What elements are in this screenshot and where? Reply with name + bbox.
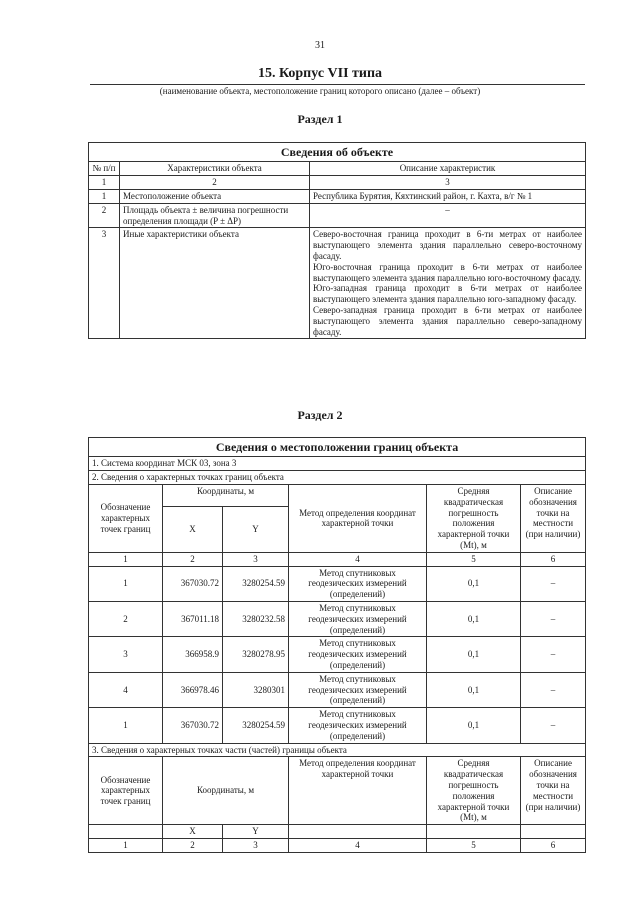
point-description: – [521,637,586,672]
row-num: 1 [89,189,120,203]
part-header-error: Средняя квадратическая погрешность положения характерной точки (Mt), м [427,757,521,825]
boundary-location-table [88,437,586,853]
point-method: Метод спутниковых геодезических измерений (определений) [289,601,427,636]
index-cell: 3 [223,552,289,566]
part-empty-cell [89,825,163,839]
point-id: 4 [89,672,163,707]
index-cell: 4 [289,552,427,566]
table-row [89,566,586,601]
part-empty-cell [427,825,521,839]
row-characteristic: Иные характеристики объекта [120,228,310,339]
point-error: 0,1 [427,672,521,707]
point-y: 3280278.95 [223,637,289,672]
point-y: 3280232.58 [223,601,289,636]
row-num: 3 [89,228,120,339]
point-description: – [521,672,586,707]
boundary-northwest: Северо-западная граница проходит в 6-ти метрах от наиболее выступающего элемента здания параллельно северо-западному фасаду. [313,304,582,337]
header-y: Y [223,506,289,552]
part-header-method: Метод определения координат характерной точки [289,757,427,825]
index-cell: 6 [521,552,586,566]
point-method: Метод спутниковых геодезических измерений (определений) [289,708,427,743]
point-x: 367030.72 [163,566,223,601]
table-row [89,708,586,743]
header-characteristic: Характеристики объекта [120,162,310,176]
part-empty-cell [521,825,586,839]
point-x: 367030.72 [163,708,223,743]
part-empty-cell [289,825,427,839]
index-cell: 6 [521,838,586,852]
header-point-description: Описание обозначения точки на местности (при наличии) [521,484,586,552]
index-cell: 2 [163,838,223,852]
section-2-heading: Раздел 2 [297,408,343,422]
header-num: № п/п [89,162,120,176]
header-x: X [163,506,223,552]
point-error: 0,1 [427,637,521,672]
part-section-title: 3. Сведения о характерных точках части (частей) границы объекта [89,743,586,757]
part-header-coordinates: Координаты, м [163,757,289,825]
row-description: Республика Бурятия, Кяхтинский район, г. Кахта, в/г № 1 [310,189,586,203]
table-row [89,637,586,672]
row-characteristic: Местоположение объекта [120,189,310,203]
index-cell: 3 [223,838,289,852]
point-id: 2 [89,601,163,636]
boundary-northeast: Северо-восточная граница проходит в 6-ти метрах от наиболее выступающего элемента здания параллельно северо-восточному фасаду. [313,229,582,261]
point-error: 0,1 [427,708,521,743]
row-num: 2 [89,203,120,228]
point-x: 367011.18 [163,601,223,636]
table-row [89,228,586,339]
point-description: – [521,601,586,636]
header-method: Метод определения координат характерной точки [289,484,427,552]
boundary-southwest: Юго-западная граница проходит в 6-ти метрах от наиболее выступающего элемента здания параллельно юго-западному фасаду. [313,283,582,305]
point-id: 1 [89,708,163,743]
table-row [89,203,586,228]
part-header-x: X [163,825,223,839]
header-coordinates: Координаты, м [163,484,289,506]
point-y: 3280301 [223,672,289,707]
point-y: 3280254.59 [223,708,289,743]
index-cell: 4 [289,838,427,852]
boundary-table-title: Сведения о местоположении границ объекта [89,438,586,457]
row-description: – [310,203,586,228]
object-info-table-title: Сведения об объекте [89,143,586,162]
header-error: Средняя квадратическая погрешность положения характерной точки (Mt), м [427,484,521,552]
table-row [89,672,586,707]
title-underline [90,84,585,85]
point-error: 0,1 [427,601,521,636]
index-cell: 1 [89,838,163,852]
index-cell: 2 [163,552,223,566]
part-header-y: Y [223,825,289,839]
point-method: Метод спутниковых геодезических измерений (определений) [289,672,427,707]
index-cell: 5 [427,838,521,852]
point-method: Метод спутниковых геодезических измерений (определений) [289,637,427,672]
document-title: 15. Корпус VII типа [257,66,383,81]
title-caption: (наименование объекта, местоположение границ которого описано (далее – объект) [159,86,481,96]
row-characteristic: Площадь объекта ± величина погрешности определения площади (P ± ΔP) [120,203,310,228]
point-description: – [521,566,586,601]
row-description [310,228,586,339]
part-header-designation: Обозначение характерных точек границ [89,757,163,825]
point-description: – [521,708,586,743]
header-designation: Обозначение характерных точек границ [89,484,163,552]
part-header-point-description: Описание обозначения точки на местности (при наличии) [521,757,586,825]
table-row [89,601,586,636]
point-error: 0,1 [427,566,521,601]
page-number: 31 [315,40,325,51]
point-y: 3280254.59 [223,566,289,601]
points-section-title: 2. Сведения о характерных точках границ объекта [89,471,586,485]
point-x: 366958.9 [163,637,223,672]
coordinate-system: 1. Система координат МСК 03, зона 3 [89,457,586,471]
index-cell: 3 [310,176,586,190]
index-cell: 1 [89,176,120,190]
point-method: Метод спутниковых геодезических измерений (определений) [289,566,427,601]
index-cell: 1 [89,552,163,566]
header-description: Описание характеристик [310,162,586,176]
point-id: 3 [89,637,163,672]
table-row [89,189,586,203]
point-id: 1 [89,566,163,601]
index-cell: 2 [120,176,310,190]
object-info-table [88,142,586,339]
index-cell: 5 [427,552,521,566]
section-1-heading: Раздел 1 [297,112,343,126]
boundary-southeast: Юго-восточная граница проходит в 6-ти метрах от наиболее выступающего элемента здания параллельно юго-восточному фасаду. [313,261,582,283]
point-x: 366978.46 [163,672,223,707]
